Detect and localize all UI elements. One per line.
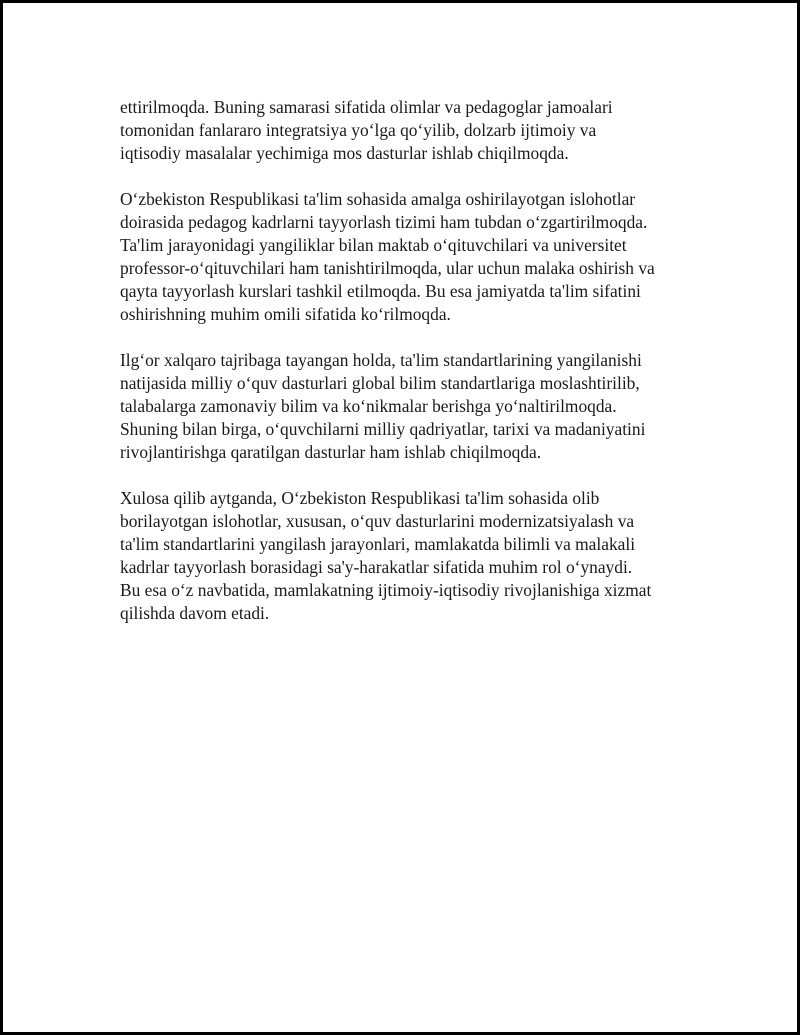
- text-line: ettirilmoqda. Buning samarasi sifatida olimlar va pedagoglar jamoalari: [120, 97, 613, 117]
- text-line: borilayotgan islohotlar, xususan, o‘quv dasturlarini modernizatsiyalash va: [120, 511, 635, 531]
- text-line: Ilg‘or xalqaro tajribaga tayangan holda, ta'lim standartlarining yangilanishi: [120, 350, 642, 370]
- text-line: tomonidan fanlararo integratsiya yo‘lga qo‘yilib, dolzarb ijtimoiy va: [120, 120, 597, 140]
- text-line: professor-o‘qituvchilari ham tanishtirilmoqda, ular uchun malaka oshirish va: [120, 258, 655, 278]
- text-line: ta'lim standartlarini yangilash jarayonlari, mamlakatda bilimli va malakali: [120, 534, 636, 554]
- paragraph-3: [120, 349, 700, 464]
- document-body: [120, 96, 700, 625]
- paragraph-1: [120, 96, 700, 165]
- text-line: talabalarga zamonaviy bilim va ko‘nikmalar berishga yo‘naltirilmoqda.: [120, 396, 617, 416]
- text-line: qilishda davom etadi.: [120, 603, 270, 623]
- text-line: doirasida pedagog kadrlarni tayyorlash tizimi ham tubdan o‘zgartirilmoqda.: [120, 212, 648, 232]
- text-line: Ta'lim jarayonidagi yangiliklar bilan maktab o‘qituvchilari va universitet: [120, 235, 627, 255]
- text-line: natijasida milliy o‘quv dasturlari global bilim standartlariga moslashtirilib,: [120, 373, 640, 393]
- text-line: Shuning bilan birga, o‘quvchilarni milliy qadriyatlar, tarixi va madaniyatini: [120, 419, 646, 439]
- paragraph-4: [120, 487, 700, 625]
- text-line: Bu esa o‘z navbatida, mamlakatning ijtimoiy-iqtisodiy rivojlanishiga xizmat: [120, 580, 652, 600]
- paragraph-2: [120, 188, 700, 326]
- text-line: qayta tayyorlash kurslari tashkil etilmoqda. Bu esa jamiyatda ta'lim sifatini: [120, 281, 641, 301]
- text-line: O‘zbekiston Respublikasi ta'lim sohasida amalga oshirilayotgan islohotlar: [120, 189, 636, 209]
- text-line: rivojlantirishga qaratilgan dasturlar ham ishlab chiqilmoqda.: [120, 442, 542, 462]
- text-line: kadrlar tayyorlash borasidagi sa'y-harakatlar sifatida muhim rol o‘ynaydi.: [120, 557, 633, 577]
- text-line: iqtisodiy masalalar yechimiga mos dasturlar ishlab chiqilmoqda.: [120, 143, 569, 163]
- text-line: oshirishning muhim omili sifatida ko‘rilmoqda.: [120, 304, 451, 324]
- text-line: Xulosa qilib aytganda, O‘zbekiston Respublikasi ta'lim sohasida olib: [120, 488, 600, 508]
